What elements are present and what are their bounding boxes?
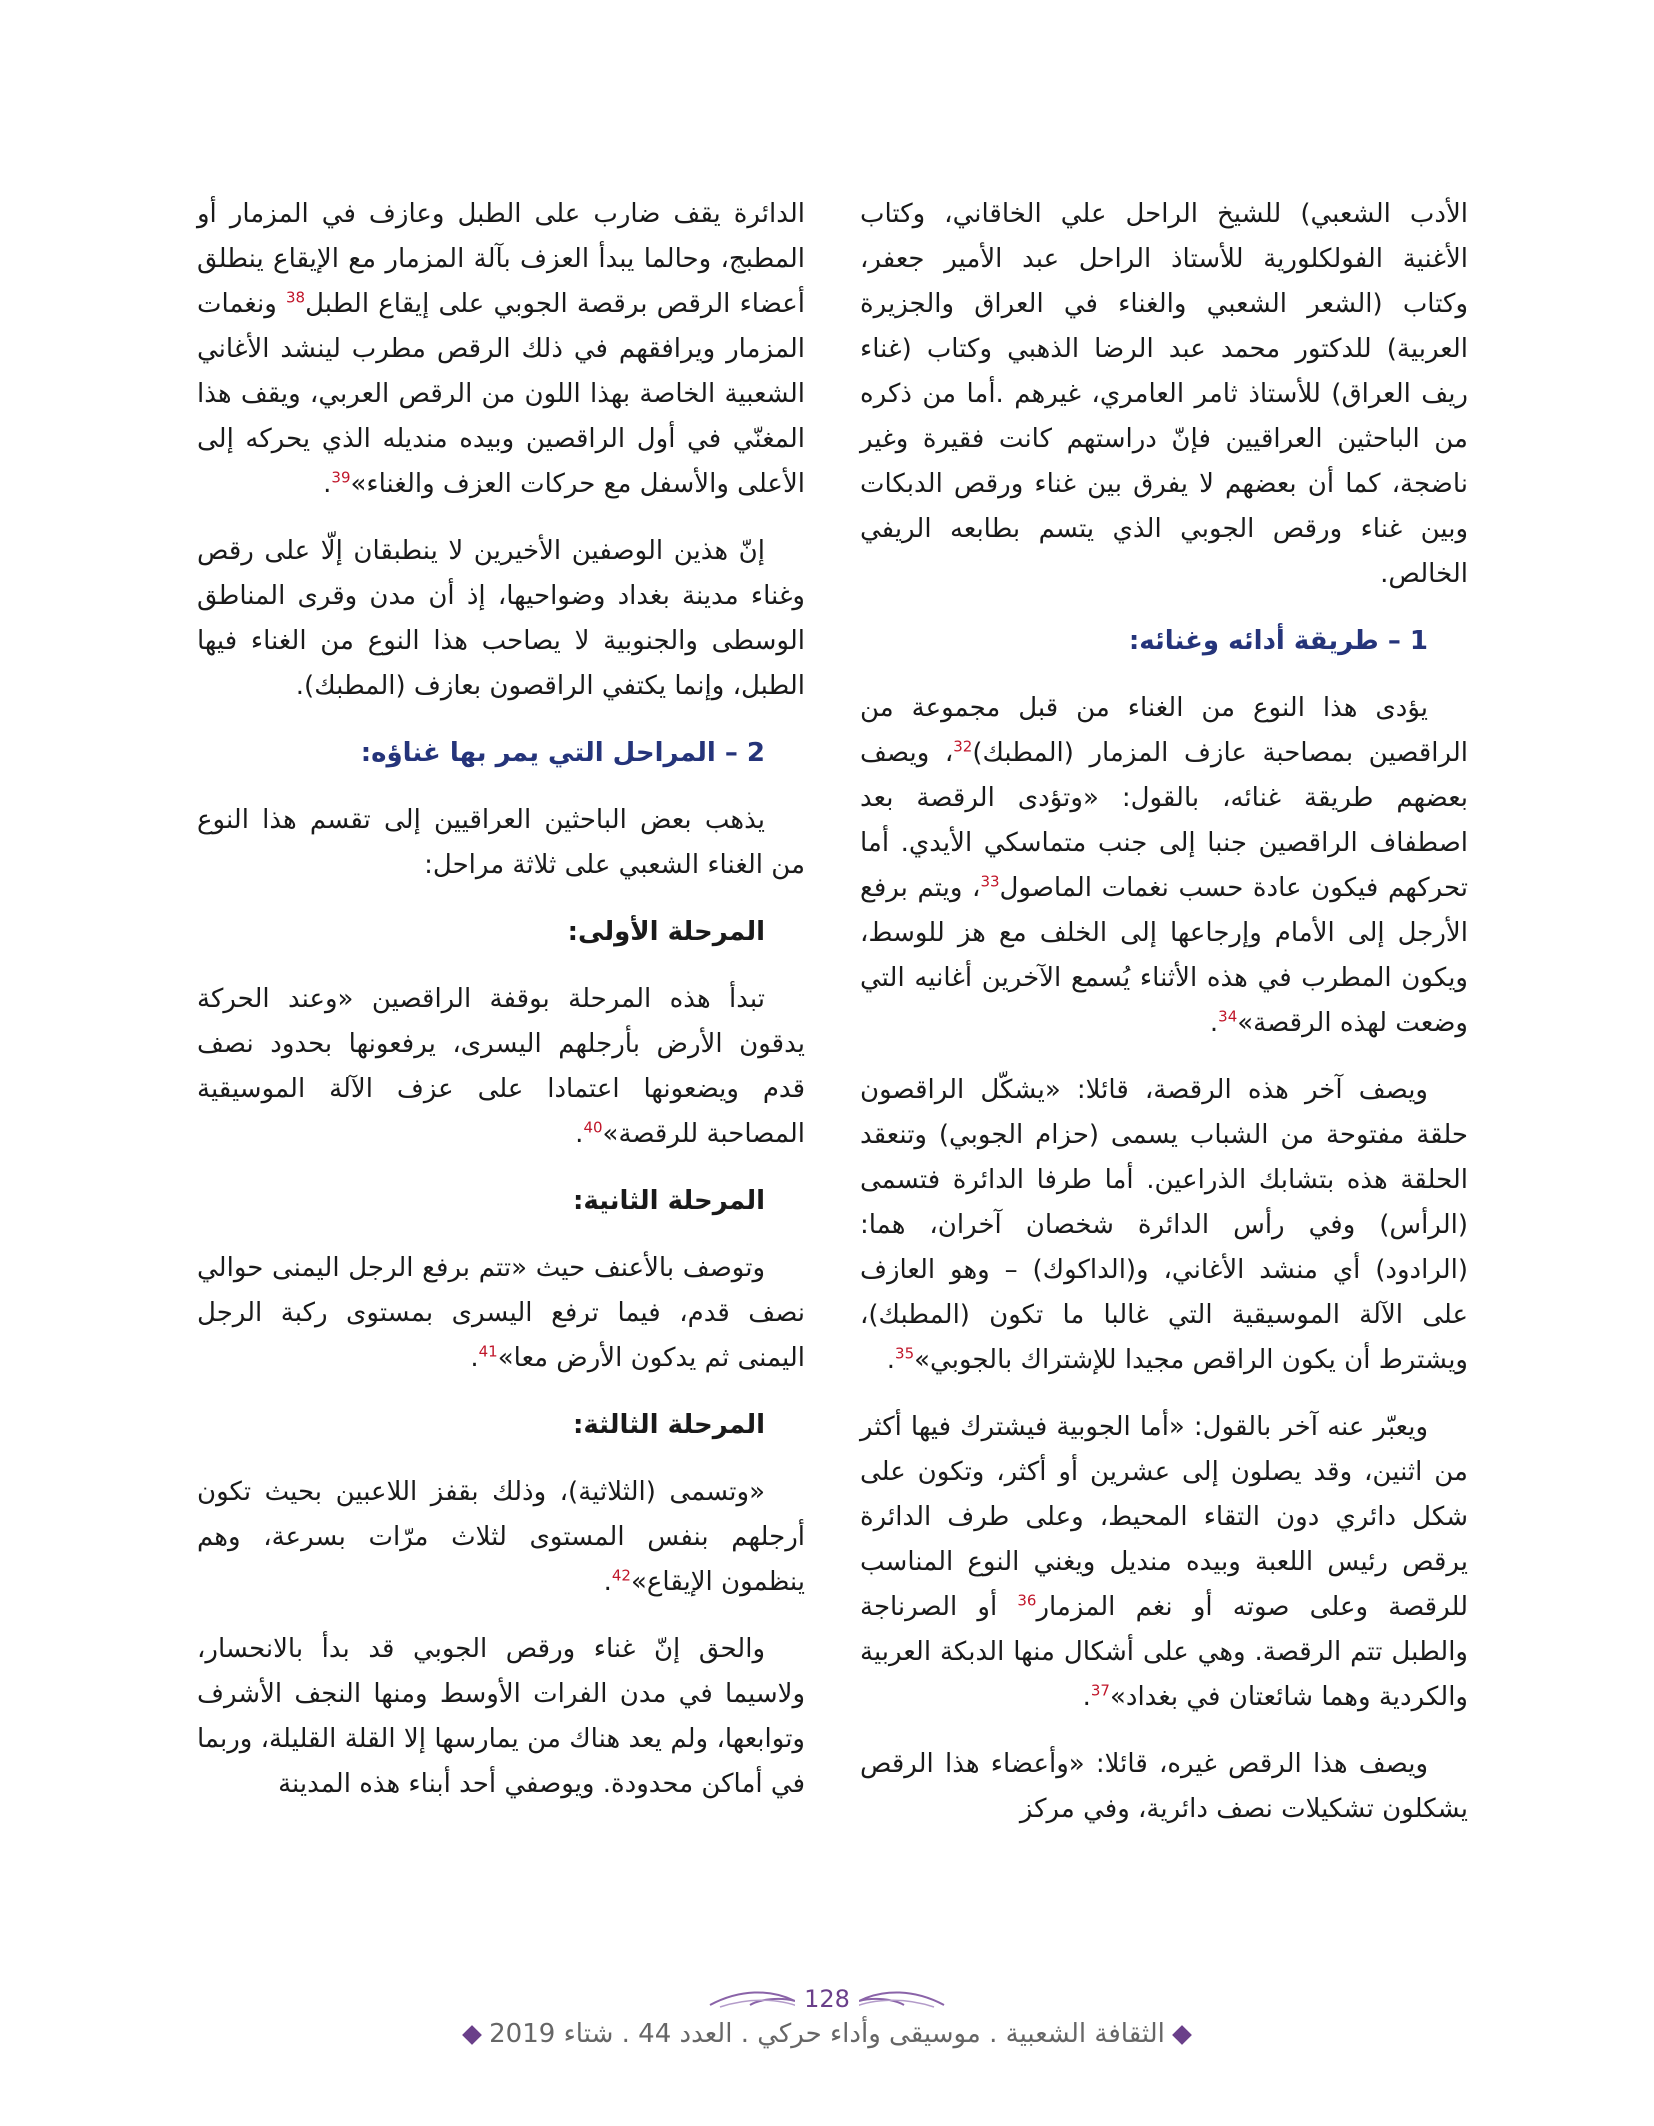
paragraph: الدائرة يقف ضارب على الطبل وعازف في المزمار أو المطبج، وحالما يبدأ العزف بآلة المزمار مع الإيقاع ينطلق أعضاء الرقص برقصة الجوبي على إيقاع الطبل$^{38}$ ونغمات المزمار ويرافقهم في ذلك الرقص مطرب لينشد الأغاني الشعبية الخاصة بهذا اللون من الرقص العربي، ويقف هذا المغنّي في أول الراقصين وبيده منديله الذي يحركه إلى الأعلى والأسفل مع حركات العزف والغناء»$^{39}$. — [197, 199, 806, 499]
section-heading: 2 – المراحل التي يمر بها غناؤه: — [360, 738, 765, 768]
left-column — [197, 192, 805, 1829]
paragraph: ويعبّر عنه آخر بالقول: «أما الجوبية فيشترك فيها أكثر من اثنين، وقد يصلون إلى عشرين أو أكثر، وتكون على شكل دائري دون التقاء المحيط، وعلى طرف الدائرة يرقص رئيس اللعبة وبيده منديل ويغني النوع المناسب للرقصة وعلى صوته أو نغم المزمار$^{36}$ أو الصرناجة والطبل تتم الرقصة. وهي على أشكال منها الدبكة العربية والكردية وهما شائعتان في بغداد»$^{37}$. — [860, 1412, 1468, 1712]
paragraph: ويصف هذا الرقص غيره، قائلا: «وأعضاء هذا الرقص يشكلون تشكيلات نصف دائرية، وفي مركز — [860, 1749, 1468, 1824]
stage-heading: المرحلة الثالثة: — [572, 1410, 765, 1440]
paragraph: تبدأ هذه المرحلة بوقفة الراقصين «وعند الحركة يدقون الأرض بأرجلهم اليسرى، يرفعونها بحدود نصف قدم ويضعونها اعتمادا على عزف الآلة الموسيقية المصاحبة للرقصة»$^{40}$. — [197, 984, 805, 1149]
paragraph: الأدب الشعبي) للشيخ الراحل علي الخاقاني، وكتاب الأغنية الفولكلورية للأستاذ الراحل عبد الأمير جعفر، وكتاب (الشعر الشعبي والغناء في العراق والجزيرة العربية) للدكتور محمد عبد الرضا الذهبي وكتاب (غناء ريف العراق) للأستاذ ثامر العامري، غيرهم .أما من ذكره من الباحثين العراقيين فإنّ دراستهم كانت فقيرة وغير ناضجة، كما أن بعضهم لا يفرق بين غناء ورقص الدبكات وبين غناء ورقص الجوبي الذي يتسم بطابعه الريفي الخالص. — [860, 199, 1468, 589]
footnote-ref[interactable]: 38 — [285, 288, 306, 307]
footnote-ref[interactable]: 35 — [895, 1344, 915, 1363]
right-column — [860, 192, 1468, 1854]
footnote-ref[interactable]: 37 — [1090, 1681, 1110, 1700]
footnote-ref[interactable]: 36 — [1017, 1591, 1037, 1610]
footnote-ref[interactable]: 40 — [583, 1118, 603, 1137]
section-heading: 1 – طريقة أدائه وغنائه: — [1128, 626, 1428, 656]
paragraph: يؤدى هذا النوع من الغناء من قبل مجموعة من الراقصين بمصاحبة عازف المزمار (المطبك)$^{32}$، ويصف بعضهم طريقة غنائه، بالقول: «وتؤدى الرقصة بعد اصطفاف الراقصين جنبا إلى جنب متماسكي الأيدي. أما تحركهم فيكون عادة حسب نغمات الماصول$^{33}$، ويتم برفع الأرجل إلى الأمام وإرجاعها إلى الخلف مع هز للوسط، ويكون المطرب في هذه الأثناء يُسمع الآخرين أغانيه التي وضعت لهذه الرقصة»$^{34}$. — [860, 693, 1468, 1038]
paragraph: «وتسمى (الثلاثية)، وذلك بقفز اللاعبين بحيث تكون أرجلهم بنفس المستوى لثلاث مرّات بسرعة، وهم ينظمون الإيقاع»$^{42}$. — [197, 1477, 805, 1597]
page-number: 128 — [795, 1985, 859, 2013]
paragraph: ويصف آخر هذه الرقصة، قائلا: «يشكّل الراقصون حلقة مفتوحة من الشباب يسمى (حزام الجوبي) وتنعقد الحلقة هذه بتشابك الذراعين. أما طرفا الدائرة فتسمى (الرأس) وفي رأس الدائرة شخصان آخران، هما: (الرادود) أي منشد الأغاني، و(الداكوك) – وهو العازف على الآلة الموسيقية التي غالبا ما تكون (المطبك)، ويشترط أن يكون الراقص مجيدا للإشتراك بالجوبي»$^{35}$. — [860, 1075, 1468, 1375]
footnote-ref[interactable]: 33 — [980, 872, 1000, 891]
running-footer — [450, 2019, 1204, 2049]
diamond-icon — [1172, 2025, 1192, 2045]
footnote-ref[interactable]: 32 — [953, 737, 973, 756]
running-title: الثقافة الشعبية . موسيقى وأداء حركي . العدد 44 . شتاء 2019 — [489, 2019, 1165, 2049]
footnote-ref[interactable]: 42 — [611, 1566, 631, 1585]
paragraph: والحق إنّ غناء ورقص الجوبي قد بدأ بالانحسار، ولاسيما في مدن الفرات الأوسط ومنها النجف الأشرف وتوابعها، ولم يعد هناك من يمارسها إلا القلة القليلة، وربما في أماكن محدودة. ويوصفي أحد أبناء هذه المدينة — [197, 1634, 805, 1799]
paragraph: يذهب بعض الباحثين العراقيين إلى تقسم هذا النوع من الغناء الشعبي على ثلاثة مراحل: — [197, 805, 805, 880]
paragraph: إنّ هذين الوصفين الأخيرين لا ينطبقان إلّا على رقص وغناء مدينة بغداد وضواحيها، إذ أن مدن وقرى المناطق الوسطى والجنوبية لا يصاحب هذا النوع من الغناء فيها الطبل، وإنما يكتفي الراقصون بعازف (المطبك). — [197, 536, 805, 701]
page-footer — [0, 1985, 1654, 2075]
paragraph: وتوصف بالأعنف حيث «تتم برفع الرجل اليمنى حوالي نصف قدم، فيما ترفع اليسرى بمستوى ركبة الرجل اليمنى ثم يدكون الأرض معا»$^{41}$. — [197, 1253, 805, 1373]
stage-heading: المرحلة الأولى: — [567, 917, 765, 947]
diamond-icon — [462, 2025, 482, 2045]
stage-heading: المرحلة الثانية: — [572, 1186, 765, 1216]
footnote-ref[interactable]: 41 — [478, 1342, 498, 1361]
footnote-ref[interactable]: 39 — [331, 468, 351, 487]
footnote-ref[interactable]: 34 — [1218, 1007, 1238, 1026]
